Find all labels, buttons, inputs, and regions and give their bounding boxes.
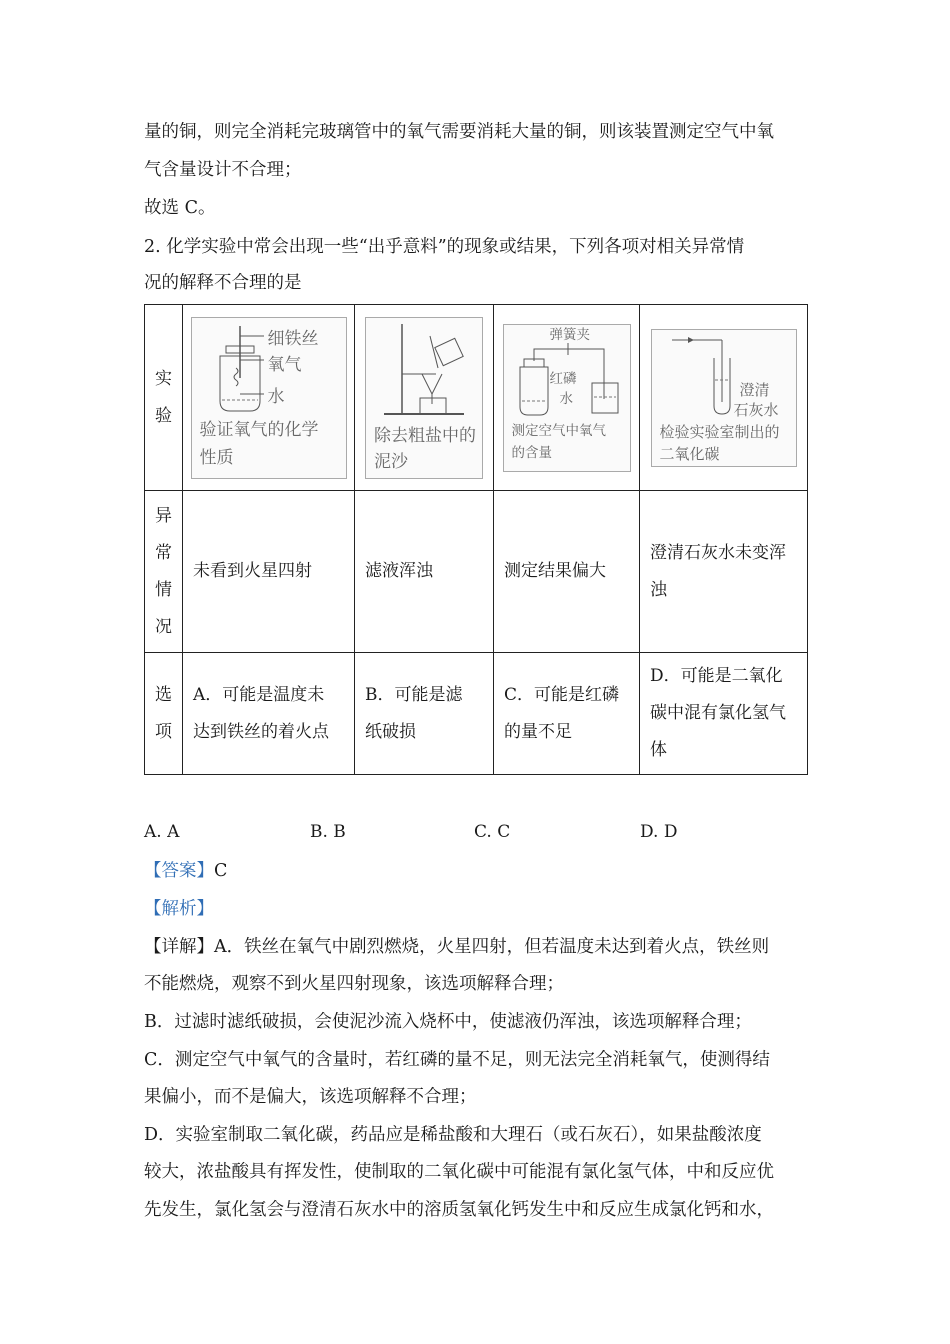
table-row-options (145, 653, 808, 775)
answer-line (144, 860, 227, 882)
option-cell-d: D．可能是二氧化 碳中混有氯化氢气 体 (640, 653, 808, 775)
filtration-apparatus-diagram (366, 318, 482, 418)
figure-cell (355, 305, 494, 491)
figure-caption: 检验实验室制出的 (659, 422, 780, 441)
option-cell-a: A．可能是温度未 达到铁丝的着火点 (183, 653, 355, 775)
explanation-line: D．实验室制取二氧化碳，药品应是稀盐酸和大理石（或石灰石），如果盐酸浓度 (144, 1125, 762, 1145)
figure-caption: 测定空气中氧气 (511, 422, 606, 439)
choice-a: A. A (144, 822, 180, 842)
figure-caption: 性质 (199, 447, 234, 468)
row-label-options: 选 项 (145, 653, 183, 775)
label-spring-clip: 弹簧夹 (549, 326, 590, 343)
explanation-line: 不能燃烧，观察不到火星四射现象，该选项解释合理； (144, 974, 564, 994)
figure-filtration (365, 317, 483, 479)
figure-caption: 验证氧气的化学 (199, 419, 319, 440)
choice-c: C. C (474, 822, 511, 842)
figure-caption: 的含量 (511, 444, 552, 461)
figure-co2-test (651, 329, 797, 467)
answer-value: C (214, 861, 228, 881)
explanation-line: 【详解】A．铁丝在氧气中剧烈燃烧，火星四射，但若温度未达到着火点，铁丝则 (144, 937, 770, 957)
figure-caption: 泥沙 (374, 451, 408, 472)
intro-line: 故选 C。 (144, 198, 216, 218)
figure-oxygen-measurement (503, 324, 631, 472)
explanation-line: B．过滤时滤纸破损，会使泥沙流入烧杯中，使滤液仍浑浊，该选项解释合理； (144, 1012, 752, 1032)
figure-caption: 二氧化碳 (659, 444, 720, 463)
choice-b: B. B (310, 822, 346, 842)
abnormal-cell: 滤液浑浊 (355, 491, 494, 653)
abnormal-cell: 澄清石灰水未变浑 浊 (640, 491, 808, 653)
figure-cell (183, 305, 355, 491)
question-stem: 况的解释不合理的是 (144, 273, 302, 293)
figure-cell (640, 305, 808, 491)
choice-d: D. D (640, 822, 678, 842)
figure-iron-wire (191, 317, 347, 479)
label-red-phosphorus: 红磷 (549, 370, 577, 387)
label-limewater: 石灰水 (733, 400, 779, 419)
option-cell-b: B．可能是滤 纸破损 (355, 653, 494, 775)
abnormal-cell: 测定结果偏大 (494, 491, 640, 653)
explanation-line: 先发生，氯化氢会与澄清石灰水中的溶质氢氧化钙发生中和反应生成氯化钙和水， (144, 1200, 774, 1220)
experiment-table (144, 304, 808, 775)
label-water: 水 (267, 386, 285, 407)
explanation-line: 果偏小，而不是偏大，该选项解释不合理； (144, 1087, 477, 1107)
explanation-line: 较大，浓盐酸具有挥发性，使制取的二氧化碳中可能混有氯化氢气体，中和反应优 (144, 1162, 774, 1182)
label-iron-wire: 细铁丝 (267, 328, 319, 349)
intro-line: 量的铜，则完全消耗完玻璃管中的氧气需要消耗大量的铜，则该装置测定空气中氧 (144, 122, 774, 142)
analysis-label: 【解析】 (144, 899, 214, 919)
row-label-abnormal: 异 常 情 况 (145, 491, 183, 653)
answer-label: 【答案】 (144, 861, 214, 881)
intro-line: 气含量设计不合理； (144, 160, 302, 180)
row-label-experiment: 实 验 (145, 305, 183, 491)
figure-caption: 除去粗盐中的 (374, 425, 476, 446)
label-water: 水 (559, 390, 573, 407)
label-oxygen: 氧气 (267, 354, 302, 375)
option-cell-c: C．可能是红磷 的量不足 (494, 653, 640, 775)
table-row-abnormal (145, 491, 808, 653)
table-row-experiment (145, 305, 808, 491)
explanation-line: C．测定空气中氧气的含量时，若红磷的量不足，则无法完全消耗氧气，使测得结 (144, 1050, 770, 1070)
question-stem: 2. 化学实验中常会出现一些“出乎意料”的现象或结果，下列各项对相关异常情 (144, 237, 745, 257)
abnormal-cell: 未看到火星四射 (183, 491, 355, 653)
figure-cell (494, 305, 640, 491)
label-limewater: 澄清 (739, 380, 770, 399)
